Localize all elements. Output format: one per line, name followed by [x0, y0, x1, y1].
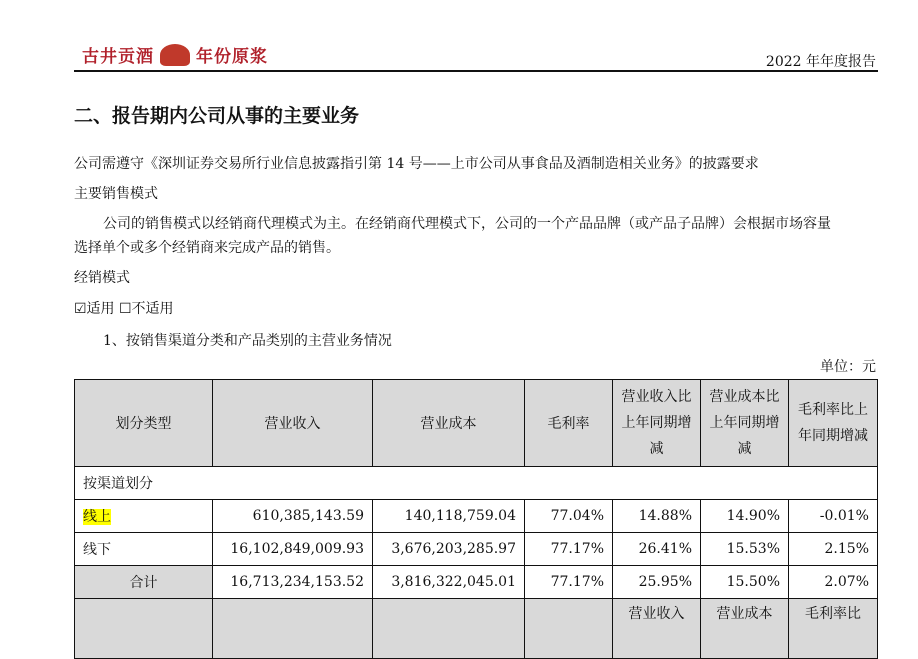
highlighted-text: 线上: [83, 509, 111, 525]
cell: -0.01%: [789, 500, 878, 533]
header-cell: 营业收入: [213, 380, 373, 467]
section-title: 二、报告期内公司从事的主要业务: [74, 105, 360, 127]
table-header-row: [75, 380, 878, 467]
paragraph: 主要销售模式: [74, 186, 158, 202]
cell: 610,385,143.59: [213, 500, 373, 533]
cell: 16,713,234,153.52: [213, 566, 373, 599]
cell: 16,102,849,009.93: [213, 533, 373, 566]
report-title: 2022 年年度报告: [765, 54, 876, 70]
paragraph: 1、按销售渠道分类和产品类别的主营业务情况: [103, 333, 392, 349]
cell: 77.17%: [525, 533, 613, 566]
header-cell: 毛利率比: [789, 599, 878, 659]
cell: 15.50%: [701, 566, 789, 599]
total-row: [75, 566, 878, 599]
header-cell: [213, 599, 373, 659]
header-cell: 划分类型: [75, 380, 213, 467]
cell: 77.04%: [525, 500, 613, 533]
header-cell: [373, 599, 525, 659]
table-row: [75, 533, 878, 566]
cell: 25.95%: [613, 566, 701, 599]
company-logo: 古井贡酒 年份原浆: [82, 42, 268, 67]
cell: 15.53%: [701, 533, 789, 566]
sales-channel-table: [74, 379, 878, 659]
cell: 线下: [75, 533, 213, 566]
header-divider: [74, 70, 878, 72]
cell: 14.88%: [613, 500, 701, 533]
cell: 14.90%: [701, 500, 789, 533]
group-row: [75, 467, 878, 500]
cell: 3,676,203,285.97: [373, 533, 525, 566]
cell: 合计: [75, 566, 213, 599]
cell: 2.15%: [789, 533, 878, 566]
table-header-row: [75, 599, 878, 659]
logo-emblem-icon: [160, 44, 190, 66]
cell: [75, 500, 213, 533]
paragraph: 公司的销售模式以经销商代理模式为主。在经销商代理模式下，公司的一个产品品牌（或产品子品牌）会根据市场容量: [103, 216, 831, 232]
cell: 77.17%: [525, 566, 613, 599]
header-cell: 毛利率: [525, 380, 613, 467]
cell: 2.07%: [789, 566, 878, 599]
header-cell: 营业收入比上年同期增减: [613, 380, 701, 467]
header-cell: 营业收入: [613, 599, 701, 659]
paragraph: 经销模式: [74, 270, 130, 286]
group-label: 按渠道划分: [75, 467, 878, 500]
cell: 140,118,759.04: [373, 500, 525, 533]
header-cell: 营业成本比上年同期增减: [701, 380, 789, 467]
header-cell: 营业成本: [701, 599, 789, 659]
applicable-checkbox: ☑适用 ☐不适用: [74, 301, 174, 317]
header-cell: [75, 599, 213, 659]
header-cell: 毛利率比上年同期增减: [789, 380, 878, 467]
paragraph: 公司需遵守《深圳证券交易所行业信息披露指引第 14 号——上市公司从事食品及酒制造相关业务》的披露要求: [74, 156, 759, 172]
header-cell: 营业成本: [373, 380, 525, 467]
unit-label: 单位：元: [820, 359, 876, 375]
table-row: [75, 500, 878, 533]
cell: 3,816,322,045.01: [373, 566, 525, 599]
cell: 26.41%: [613, 533, 701, 566]
paragraph: 选择单个或多个经销商来完成产品的销售。: [74, 240, 340, 256]
header-cell: [525, 599, 613, 659]
